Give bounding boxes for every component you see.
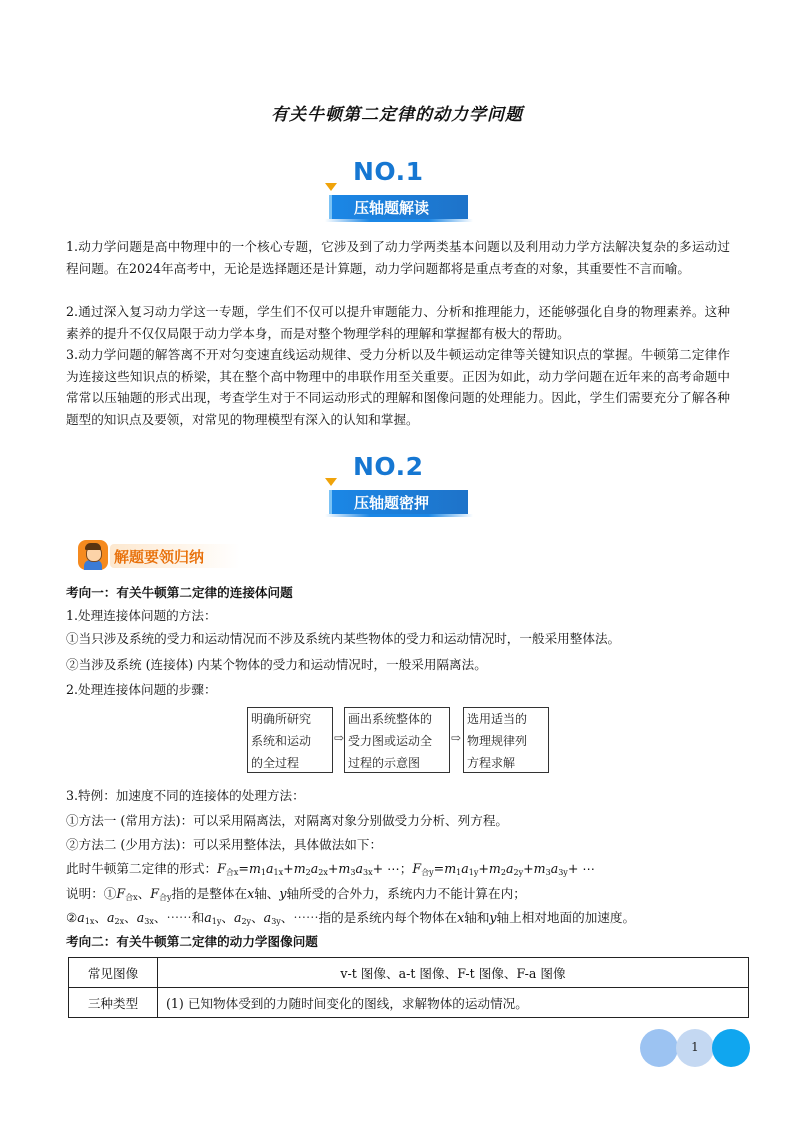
page-title: 有关牛顿第二定律的动力学问题 — [271, 105, 523, 125]
steps-flowchart — [247, 707, 549, 775]
method-item-2: ②当涉及系统 (连接体) 内某个物体的受力和运动情况时，一般采用隔离法。 — [66, 657, 487, 672]
table-cell-value: v-t 图像、a-t 图像、F-t 图像、F-a 图像 — [158, 958, 749, 988]
intro-paragraph-3: 3.动力学问题的解答离不开对匀变速直线运动规律、受力分析以及牛顿运动定律等关键知识点的掌握。牛顿第二定律作为连接这些知识点的桥梁，其在整个高中物理中的串联作用至关重要。正因为如此，动力学问题在近年来的高考命题中常常以压轴题的形式出现，考查学生对于不同运动形式的理解和图像问题的处理能力。因此，学生们需要充分了解各种题型的知识点及要领，对常见的物理模型有深入的认知和掌握。 — [66, 347, 730, 427]
banner-label: 压轴题解读 — [354, 199, 430, 217]
teacher-avatar-icon — [78, 540, 108, 570]
intro-paragraph-2: 2.通过深入复习动力学这一专题，学生们不仅可以提升审题能力、分析和推理能力，还能够强化自身的物理素养。这种素养的提升不仅仅局限于动力学本身，而是对整个物理学科的理解和掌握都有极大的帮助。 — [66, 304, 730, 341]
steps-heading: 2.处理连接体问题的步骤： — [66, 682, 217, 697]
section-tag — [78, 540, 248, 572]
pager-circle — [640, 1029, 678, 1067]
banner-tick-icon — [325, 183, 337, 191]
table-row — [69, 988, 749, 1018]
special-case-heading: 3.特例：加速度不同的连接体的处理方法： — [66, 788, 305, 803]
formula-line: 此时牛顿第二定律的形式：$F_{合x}=m_1a_{1x}+m_2a_{2x}+m_3a_{3x}+$ ⋯；$F_{合y}=m_1a_{1y}+m_2a_{2y}+m_3a_{3y}+$ ⋯ — [66, 861, 595, 877]
flow-arrow-icon: ⇨ — [451, 731, 462, 745]
page-number-badge — [640, 1029, 752, 1067]
table-row — [69, 958, 749, 988]
flow-arrow-icon: ⇨ — [334, 731, 345, 745]
graph-types-table — [68, 957, 749, 1018]
page-number: 1 — [691, 1040, 699, 1054]
note-line-1: 说明：$①F_{合x}$、$F_{合y}$指的是整体在x轴、y轴所受的合外力，系统内力不能计算在内； — [66, 886, 526, 902]
pager-circle — [712, 1029, 750, 1067]
section-banner-2 — [325, 452, 473, 518]
banner-number: NO.1 — [353, 157, 424, 186]
direction-2-heading: 考向二：有关牛顿第二定律的动力学图像问题 — [66, 934, 318, 949]
table-cell-value: (1) 已知物体受到的力随时间变化的图线，求解物体的运动情况。 — [158, 988, 749, 1018]
section-tag-label: 解题要领归纳 — [110, 544, 240, 568]
note-line-2: $②a_{1x}$、$a_{2x}$、$a_{3x}$、⋯⋯和$a_{1y}$、$a_{2y}$、$a_{3y}$、⋯⋯指的是系统内每个物体在x轴和y轴上相对地面的加速度。 — [66, 910, 636, 926]
flow-step-3: 选用适当的 物理规律列 方程求解 — [463, 707, 549, 773]
section-banner-1 — [325, 157, 473, 223]
flow-step-1: 明确所研究 系统和运动 的全过程 — [247, 707, 333, 773]
banner-tick-icon — [325, 478, 337, 486]
banner-underline — [325, 219, 473, 222]
table-cell-key: 常见图像 — [69, 958, 158, 988]
flow-step-2: 画出系统整体的 受力图或运动全 过程的示意图 — [344, 707, 450, 773]
direction-1-heading: 考向一：有关牛顿第二定律的连接体问题 — [66, 585, 293, 600]
banner-number: NO.2 — [353, 452, 424, 481]
banner-underline — [325, 514, 473, 517]
banner-bar — [329, 195, 468, 219]
table-cell-key: 三种类型 — [69, 988, 158, 1018]
special-case-method-2: ②方法二 (少用方法)：可以采用整体法，具体做法如下： — [66, 837, 383, 852]
method-item-1: ①当只涉及系统的受力和运动情况而不涉及系统内某些物体的受力和运动情况时，一般采用整体法。 — [66, 631, 621, 646]
intro-paragraph-1: 1.动力学问题是高中物理中的一个核心专题，它涉及到了动力学两类基本问题以及利用动力学方法解决复杂的多运动过程问题。在2024年高考中，无论是选择题还是计算题，动力学问题都将是重点考查的对象，其重要性不言而喻。 — [66, 239, 730, 276]
banner-bar — [329, 490, 468, 514]
banner-label: 压轴题密押 — [354, 494, 430, 512]
special-case-method-1: ①方法一 (常用方法)：可以采用隔离法，对隔离对象分别做受力分析、列方程。 — [66, 813, 509, 828]
method-heading: 1.处理连接体问题的方法： — [66, 608, 217, 623]
